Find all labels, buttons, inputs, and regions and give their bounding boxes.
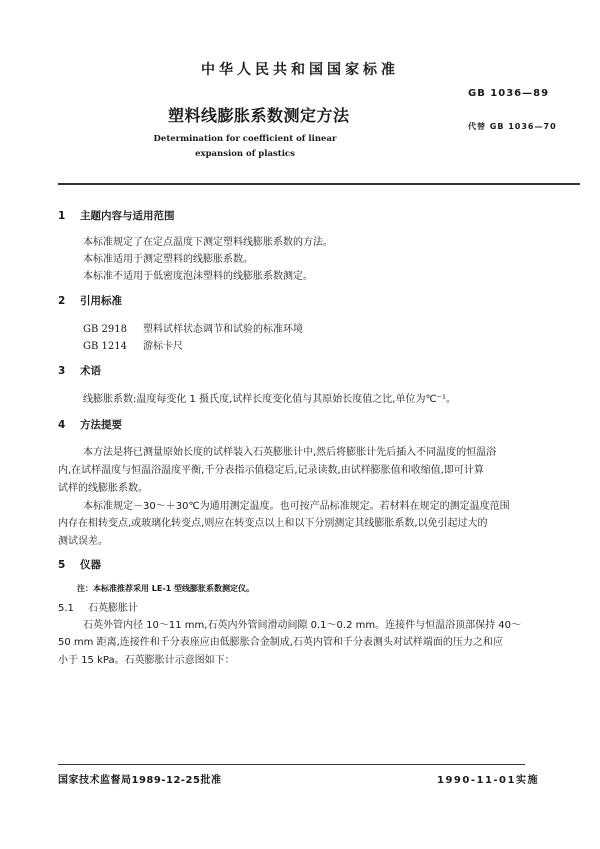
subsection-number: 5.1 xyxy=(58,603,74,614)
section-5-heading xyxy=(58,557,101,572)
paragraph: 本标准适用于测定塑料的线膨胀系数。 xyxy=(83,254,253,265)
paragraph-line: 本标准规定－30～＋30℃为通用测定温度。也可按产品标准规定。若材料在规定的测定温度范围 xyxy=(83,501,510,512)
section-title: 引用标准 xyxy=(80,295,122,307)
section-number: 1 xyxy=(58,210,66,222)
paragraph: 本标准规定了在定点温度下测定塑料线膨胀系数的方法。 xyxy=(83,237,333,248)
approval-date: 国家技术监督局1989-12-25批准 xyxy=(58,775,222,786)
reference-item xyxy=(83,320,303,335)
country-standard-heading: 中华人民共和国国家标准 xyxy=(201,62,399,78)
document-title-en-line1: Determination for coefficient of linear xyxy=(153,134,337,144)
section-1-heading xyxy=(58,208,175,223)
paragraph-line: 本方法是将已测量原始长度的试样装入石英膨胀计中,然后将膨胀计先后插入不同温度的恒温浴 xyxy=(83,447,497,458)
standard-number: GB 1036—89 xyxy=(468,88,550,99)
paragraph-line: 内存在相转变点,或玻璃化转变点,则应在转变点以上和以下分别测定其线膨胀系数,以免引起过大的 xyxy=(58,518,488,529)
footer-divider xyxy=(58,764,525,765)
section-2-heading xyxy=(58,293,122,308)
section-number: 2 xyxy=(58,295,66,307)
section-4-heading xyxy=(58,417,122,432)
reference-code: GB 1214 xyxy=(83,341,127,352)
paragraph-line: 50 mm 距离,连接件和千分表座应由低膨胀合金制成,石英内管和千分表测头对试样端面的压力之和应 xyxy=(58,637,503,648)
reference-title: 游标卡尺 xyxy=(143,341,183,352)
paragraph-line: 石英外管内径 10～11 mm,石英内外管间滑动间隙 0.1～0.2 mm。连接件与恒温浴顶部保持 40～ xyxy=(83,620,522,631)
reference-item xyxy=(83,337,183,352)
note: 注：本标准推荐采用 LE-1 型线膨胀系数测定仪。 xyxy=(77,584,255,593)
section-3-heading xyxy=(58,363,101,378)
paragraph: 线膨胀系数:温度每变化 1 摄氏度,试样长度变化值与其原始长度值之比,单位为℃⁻¹。 xyxy=(83,394,456,405)
reference-title: 塑料试样状态调节和试验的标准环境 xyxy=(143,324,303,335)
section-title: 主题内容与适用范围 xyxy=(80,210,175,222)
subsection-title: 石英膨胀计 xyxy=(88,603,138,614)
paragraph: 本标准不适用于低密度泡沫塑料的线膨胀系数测定。 xyxy=(83,271,313,282)
section-number: 4 xyxy=(58,419,66,431)
section-title: 仪器 xyxy=(80,559,101,571)
reference-code: GB 2918 xyxy=(83,324,127,335)
section-title: 术语 xyxy=(80,365,101,377)
section-number: 3 xyxy=(58,365,66,377)
section-number: 5 xyxy=(58,559,66,571)
document-title-cn: 塑料线膨胀系数测定方法 xyxy=(168,106,350,125)
header-divider xyxy=(58,183,580,185)
paragraph-line: 内,在试样温度与恒温浴温度平衡,千分表指示值稳定后,记录读数,由试样膨胀值和收缩值,即可计算 xyxy=(58,465,484,476)
paragraph-line: 小于 15 kPa。石英膨胀计示意图如下： xyxy=(58,655,235,666)
implementation-date: 1990-11-01实施 xyxy=(437,775,539,786)
paragraph-line: 测试误差。 xyxy=(58,536,108,547)
subsection-5-1-heading xyxy=(58,599,138,614)
section-title: 方法提要 xyxy=(80,419,122,431)
document-title-en-line2: expansion of plastics xyxy=(195,149,295,159)
paragraph-line: 试样的线膨胀系数。 xyxy=(58,483,148,494)
replaces-standard: 代替 GB 1036—70 xyxy=(468,122,557,131)
